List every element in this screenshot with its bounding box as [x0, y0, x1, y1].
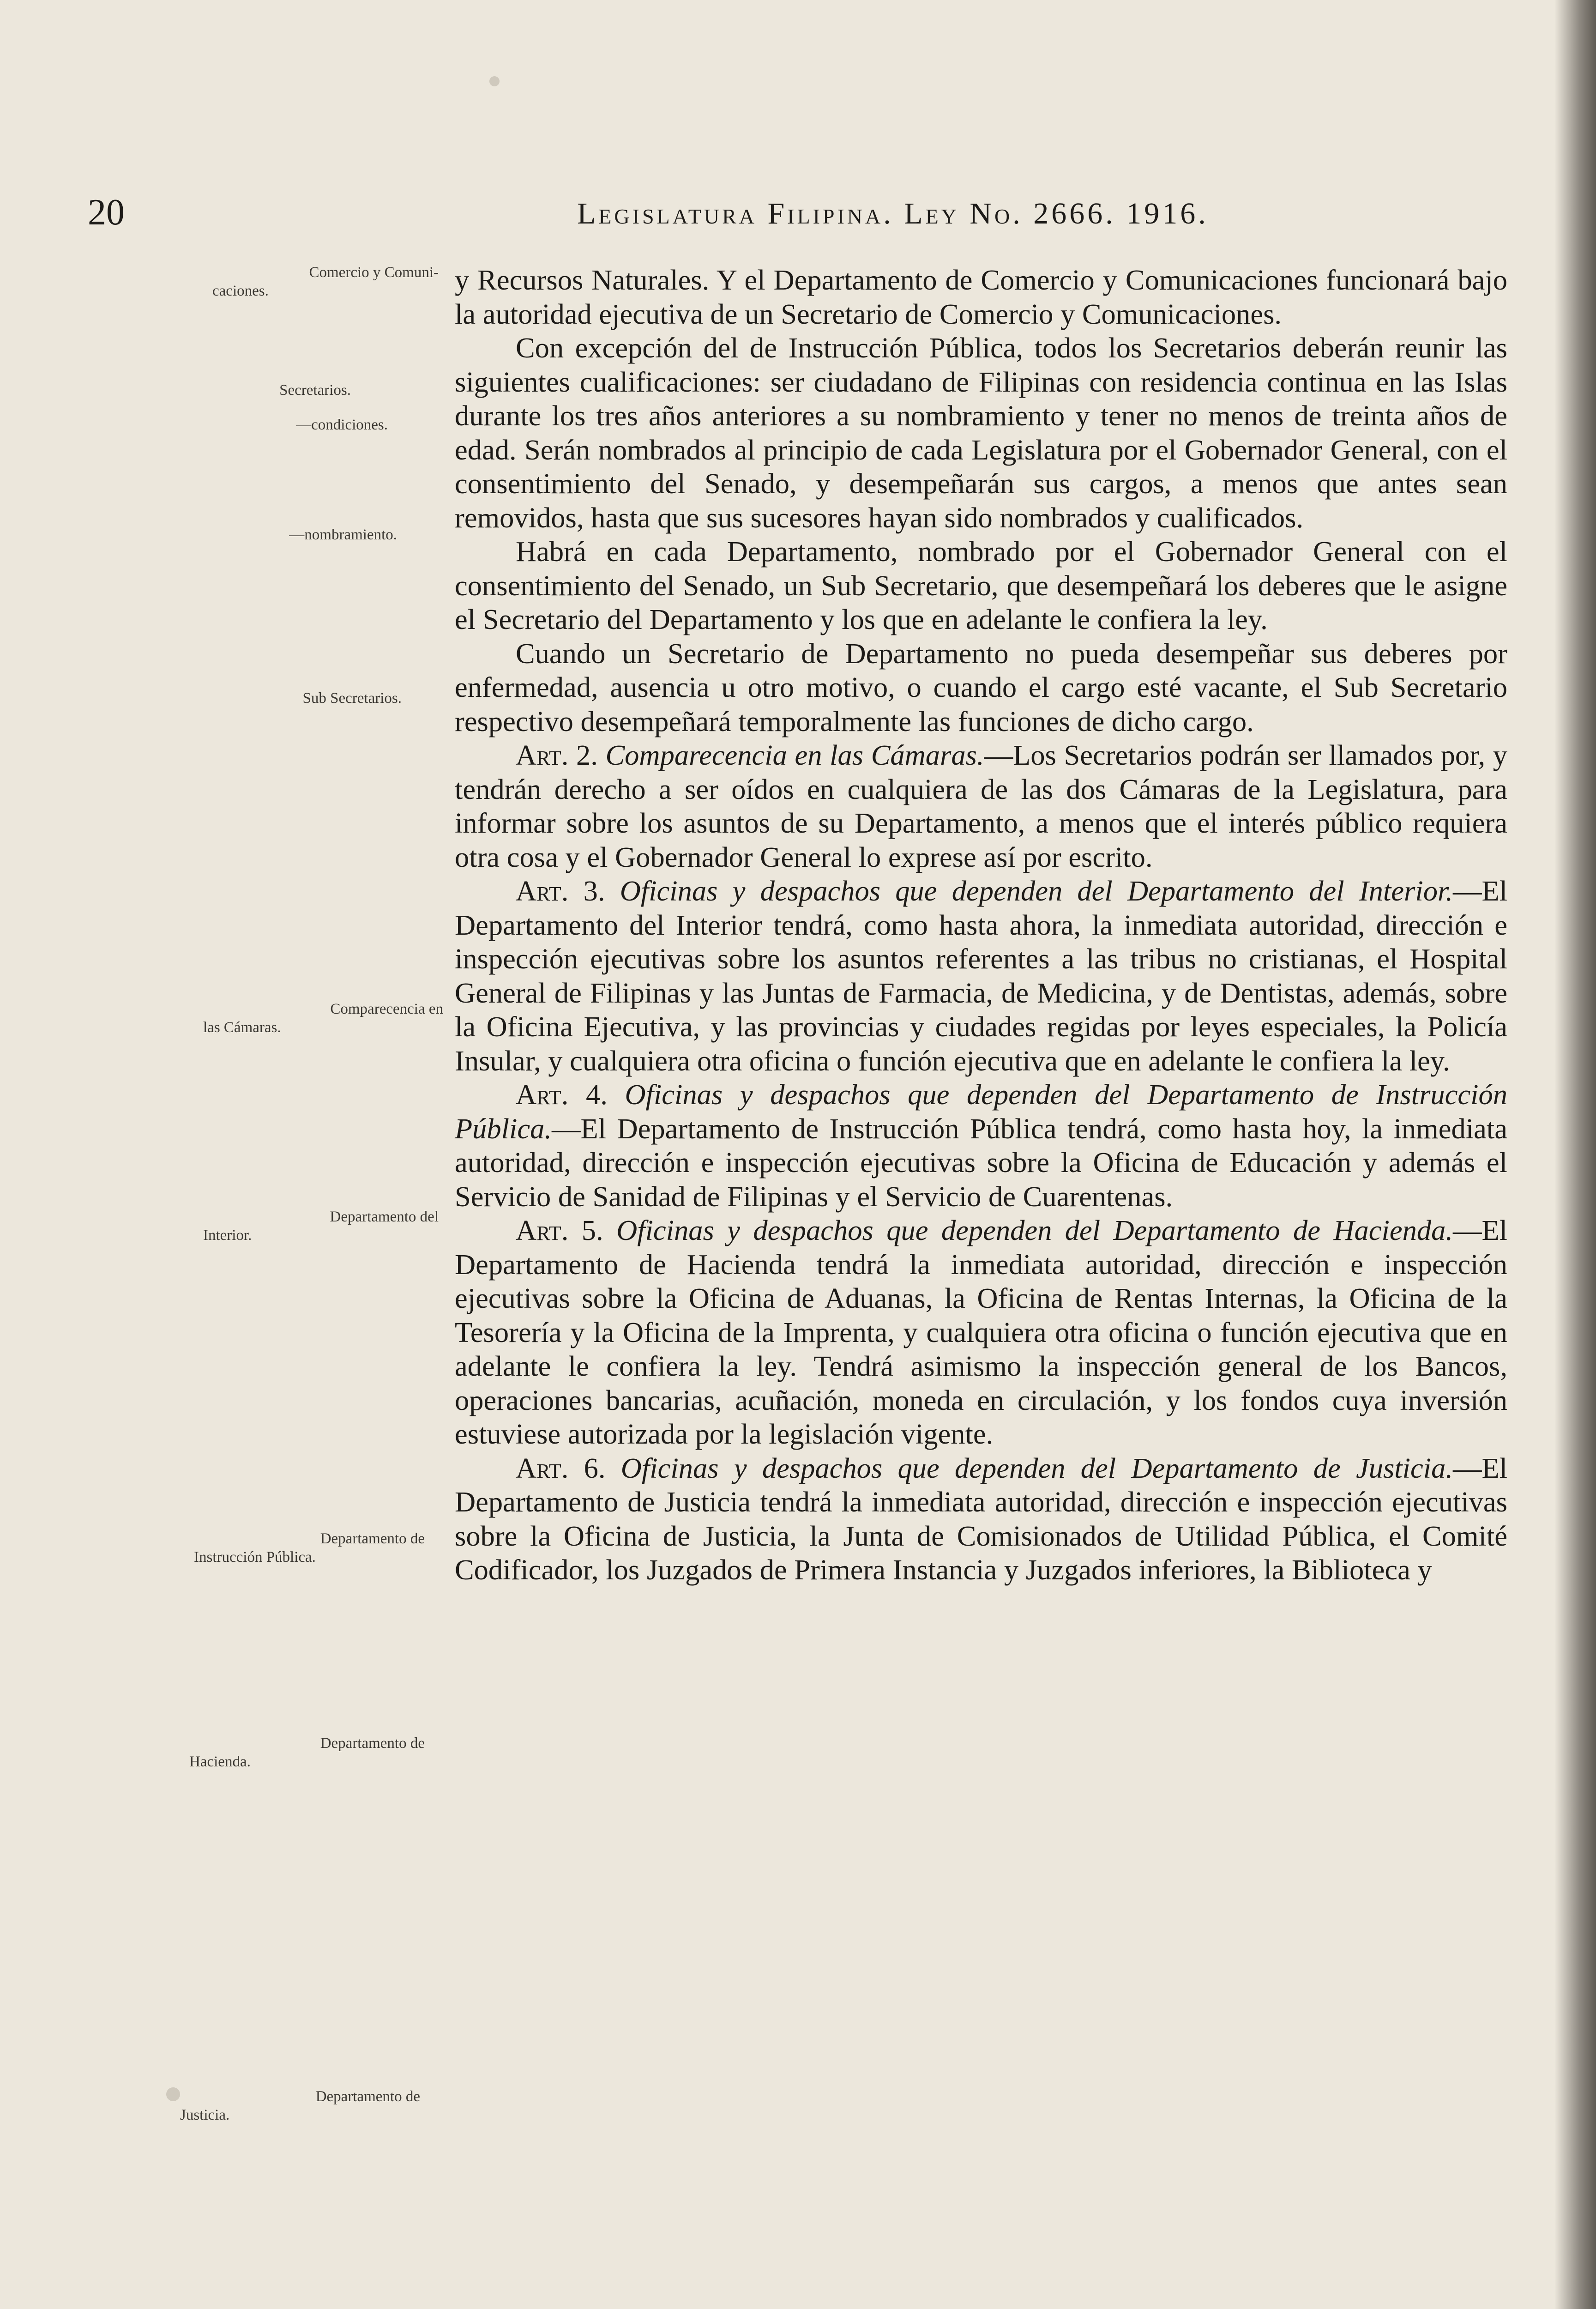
article-number: Art. 3. — [516, 875, 605, 907]
article-2 — [455, 738, 1507, 874]
article-3 — [455, 874, 1507, 1078]
paragraph-sub-secretarios: Habrá en cada Departamento, nombrado por el Gobernador General con el consentimiento del Senado, un Sub Secretario, que desempeñará los deberes que le asigne el Secretario del Departamento y los que en adelante le confiera la ley. — [455, 535, 1507, 635]
article-number: Art. 6. — [516, 1451, 606, 1484]
margin-note-secretarios: Secretarios. — [279, 382, 351, 399]
paper-speck — [489, 76, 500, 86]
margin-note-interior: Departamento del Interior. — [203, 1209, 439, 1244]
article-text: —Los Secretarios podrán ser llamados por, y tendrán derecho a ser oídos en cualquiera de las dos Cámaras de la Legislatura, para informar sobre los asuntos de su Departamento, a menos que el interés público requiera otra cosa y el Gobernador General lo exprese así por escrito. — [455, 739, 1507, 873]
margin-note-comercio: Comercio y Comuni- caciones. — [212, 264, 439, 299]
body-text — [455, 263, 1507, 1587]
article-title: Oficinas y despachos que dependen del Departamento de Instrucción Pública. — [455, 1078, 1507, 1145]
paragraph-qualifications: Con excepción del de Instrucción Pública, todos los Secretarios deberán reunir las siguientes cualificaciones: ser ciudadano de Filipinas con residencia continua en las Islas durante los tres años anteriores a su nombramiento y tener no menos de treinta años de edad. Serán nombrados al principio de cada Legislatura por el Gobernador General, con el consentimiento del Senado, y desempeñarán sus cargos, a menos que antes sean removidos, hasta que sus sucesores hayan sido nombrados y cualificados. — [455, 332, 1507, 534]
paragraph-substitution: Cuando un Secretario de Departamento no pueda desempeñar sus deberes por enfermedad, ausencia u otro motivo, o cuando el cargo esté vacante, el Sub Secretario respectivo desempeñará temporalmente las funciones de dicho cargo. — [455, 637, 1507, 737]
article-number: Art. 4. — [516, 1078, 608, 1111]
article-text: —El Departamento del Interior tendrá, como hasta ahora, la inmediata autoridad, dirección e inspección ejecutivas sobre los asuntos referentes a las tribus no cristianas, el Hospital General de Filipinas y las Juntas de Farmacia, de Medicina, y de Dentistas, además, sobre la Oficina Ejecutiva, y las provincias y ciudades regidas por leyes especiales, la Policía Insular, y cualquiera otra oficina o función ejecutiva que en adelante le confiera la ley. — [455, 875, 1508, 1077]
article-number: Art. 5. — [516, 1214, 603, 1246]
page-edge-shadow — [1554, 0, 1596, 2309]
article-title: Oficinas y despachos que dependen del Departamento de Justicia. — [620, 1451, 1453, 1484]
margin-note-hacienda: Departamento de Hacienda. — [189, 1735, 425, 1770]
margin-note-justicia: Departamento de Justicia. — [180, 2088, 420, 2123]
running-head: Legislatura Filipina. Ley No. 2666. 1916. — [577, 197, 1209, 230]
article-4 — [455, 1078, 1507, 1214]
article-5 — [455, 1214, 1507, 1451]
article-text: —El Departamento de Hacienda tendrá la inmediata autoridad, dirección e inspección ejecutivas sobre la Oficina de Aduanas, la Oficina de Rentas Internas, la Oficina de la Tesorería y la Oficina de la Imprenta, y cualquiera otra oficina o función ejecutiva que en adelante le confiera la ley. Tendrá asimismo la inspección general de los Bancos, operaciones bancarias, acuñación, moneda en circulación, y los fondos cuya inversión estuviese autorizada por la legislación vigente. — [455, 1214, 1508, 1450]
article-title: Oficinas y despachos que dependen del Departamento de Hacienda. — [616, 1214, 1453, 1246]
margin-note-subsecretarios: Sub Secretarios. — [302, 690, 402, 707]
paragraph-continuation: y Recursos Naturales. Y el Departamento de Comercio y Comunicaciones funcionará bajo la autoridad ejecutiva de un Secretario de Comercio y Comunicaciones. — [455, 264, 1507, 330]
margin-note-nombramiento: —nombramiento. — [289, 526, 397, 543]
article-text: —El Departamento de Justicia tendrá la inmediata autoridad, dirección e inspección ejecutivas sobre la Oficina de Justicia, la Junta de Comisionados de Utilidad Pública, el Comité Codificador, los Juzgados de Primera Instancia y Juzgados inferiores, la Biblioteca y — [455, 1451, 1508, 1586]
article-title: Comparecencia en las Cámaras. — [605, 739, 984, 771]
article-number: Art. 2. — [516, 739, 598, 771]
margin-note-comparecencia: Comparecencia en las Cámaras. — [203, 1001, 443, 1036]
article-6 — [455, 1451, 1507, 1587]
article-text: —El Departamento de Instrucción Pública tendrá, como hasta hoy, la inmediata autoridad, dirección e inspección ejecutivas sobre la Oficina de Educación y además el Servicio de Sanidad de Filipinas y el Servicio de Cuarentenas. — [455, 1112, 1507, 1213]
margin-notes — [0, 0, 443, 2309]
article-title: Oficinas y despachos que dependen del Departamento del Interior. — [620, 875, 1453, 907]
margin-note-condiciones: —condiciones. — [296, 417, 388, 433]
page-number: 20 — [88, 192, 125, 233]
margin-note-instruccion: Departamento de Instrucción Pública. — [194, 1530, 425, 1566]
